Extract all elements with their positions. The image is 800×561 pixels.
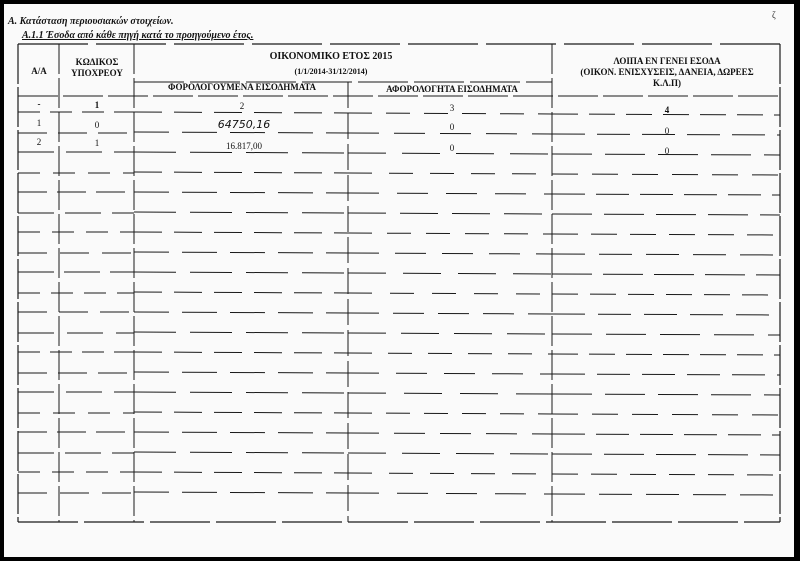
grid-line — [552, 354, 780, 355]
grid-line — [348, 233, 552, 234]
grid-line — [134, 212, 348, 213]
grid-line — [552, 474, 780, 475]
grid-line — [134, 272, 348, 273]
header-other-line3: Κ.Λ.Π) — [653, 78, 681, 88]
grid-line — [134, 232, 348, 233]
header-code-line2: ΥΠΟΧΡΕΟΥ — [71, 68, 123, 78]
header-code-line1: ΚΩΔΙΚΟΣ — [75, 57, 119, 67]
grid-line — [348, 293, 552, 294]
grid-line — [348, 333, 552, 334]
grid-line — [134, 372, 348, 373]
header-taxed-income: ΦΟΡΟΛΟΓΟΥΜΕΝΑ ΕΙΣΟΔΗΜΑΤΑ — [168, 82, 316, 92]
row2-untaxed: 0 — [449, 143, 455, 153]
numbering-aa: - — [37, 99, 41, 109]
grid-line — [348, 373, 552, 374]
header-untaxed-income: ΑΦΟΡΟΛΟΓΗΤΑ ΕΙΣΟΔΗΜΑΤΑ — [386, 84, 518, 94]
header-code — [62, 57, 132, 79]
section-title: Α. Κατάσταση περιουσιακών στοιχείων. — [8, 16, 174, 27]
grid-line — [552, 434, 780, 435]
grid-line — [552, 254, 780, 255]
subsection-title-text: Α.1.1 Έσοδα από κάθε πηγή κατά το προηγούμενο έτος. — [22, 30, 254, 41]
row1-taxed: 64750,16 — [217, 118, 271, 131]
grid-line — [134, 492, 348, 493]
grid-line — [552, 414, 780, 415]
grid-line — [134, 252, 348, 253]
header-other-line1: ΛΟΙΠΑ ΕΝ ΓΕΝΕΙ ΕΣΟΔΑ — [613, 56, 721, 66]
row2-other: 0 — [664, 146, 670, 156]
header-other-income — [556, 56, 778, 89]
grid-line — [134, 332, 348, 333]
grid-line — [552, 374, 780, 375]
row2-code: 1 — [94, 138, 100, 148]
row1-untaxed: 0 — [449, 122, 455, 132]
grid-line — [134, 192, 348, 193]
grid-line — [134, 132, 348, 133]
row1-other: 0 — [664, 126, 670, 136]
grid-line — [348, 113, 552, 114]
numbering-taxed: 2 — [239, 101, 245, 111]
grid-line — [348, 313, 552, 314]
grid-line — [552, 214, 780, 215]
grid-line — [134, 312, 348, 313]
document-page — [4, 4, 794, 557]
header-other-line2: (ΟΙΚΟΝ. ΕΝΙΣΧΥΣΕΙΣ, ΔΑΝΕΙΑ, ΔΩΡΕΕΣ — [580, 67, 754, 77]
grid-line — [552, 194, 780, 195]
grid-line — [134, 392, 348, 393]
grid-line — [348, 493, 552, 494]
grid-line — [134, 292, 348, 293]
grid-line — [348, 133, 552, 134]
grid-line — [552, 494, 780, 495]
grid-line — [552, 394, 780, 395]
grid-line — [348, 433, 552, 434]
header-aa: Α/Α — [31, 66, 47, 76]
grid-line — [348, 473, 552, 474]
grid-line — [348, 273, 552, 274]
grid-line — [134, 152, 348, 153]
row2-aa: 2 — [36, 137, 42, 147]
grid-line — [134, 112, 348, 113]
grid-line — [348, 173, 552, 174]
grid-line — [134, 412, 348, 413]
grid-line — [348, 453, 552, 454]
grid-line — [134, 352, 348, 353]
grid-line — [348, 413, 552, 414]
grid-line — [134, 472, 348, 473]
grid-line — [348, 193, 552, 194]
grid-line — [348, 393, 552, 394]
numbering-code: 1 — [94, 100, 100, 110]
grid-line — [134, 452, 348, 453]
grid-line — [134, 172, 348, 173]
corner-mark: ζ — [772, 10, 776, 20]
grid-line — [348, 253, 552, 254]
grid-line — [552, 174, 780, 175]
numbering-untaxed: 3 — [449, 103, 455, 113]
grid-line — [348, 353, 552, 354]
grid-line — [134, 432, 348, 433]
grid-line — [552, 274, 780, 275]
row1-aa: 1 — [36, 118, 42, 128]
header-fiscal-period: (1/1/2014-31/12/2014) — [294, 67, 368, 76]
grid-line — [552, 234, 780, 235]
row1-code: 0 — [94, 120, 100, 130]
grid-line — [552, 314, 780, 315]
grid-line — [552, 294, 780, 295]
grid-line — [348, 213, 552, 214]
grid-line — [552, 334, 780, 335]
header-fiscal-year: ΟΙΚΟΝΟΜΙΚΟ ΕΤΟΣ 2015 — [269, 51, 393, 62]
row2-taxed: 16.817,00 — [226, 141, 262, 151]
grid-line — [348, 153, 552, 154]
grid-line — [552, 454, 780, 455]
numbering-other: 4 — [664, 105, 670, 115]
